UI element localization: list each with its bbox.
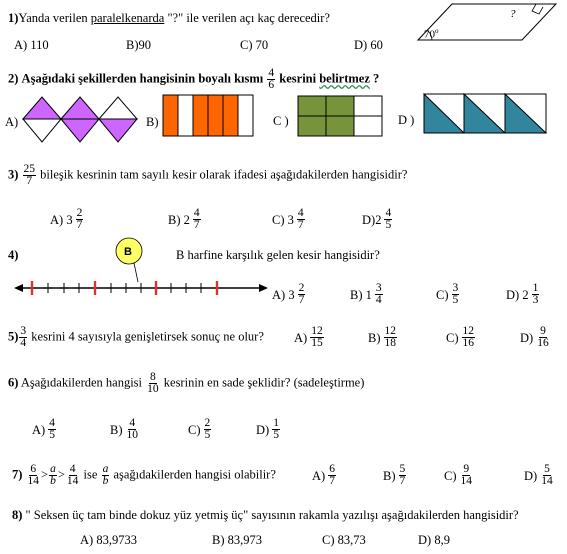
q2-option-a-figure[interactable]: [22, 96, 140, 144]
question-5-number: 5): [8, 329, 19, 344]
question-5-stem: 5) $\frac{3}{4}$ kesrini 4 sayısıyla genişletirsek sonuç ne olur?: [8, 325, 264, 349]
q2-option-c-label[interactable]: C ): [273, 114, 289, 128]
q2-option-d-figure[interactable]: [423, 93, 548, 135]
q7-option-c[interactable]: C) $\frac{9}{14}$: [444, 463, 472, 487]
question-8-stem: 8) " Seksen üç tam binde dokuz yüz yetmiş üç" sayısının rakamla yazılışı aşağıdakilerden hangisidir?: [12, 508, 519, 522]
q2-option-b-figure[interactable]: [162, 94, 254, 138]
q1-option-c[interactable]: C) 70: [240, 38, 269, 52]
q6-option-b[interactable]: B) $\frac{4}{10}$: [110, 417, 138, 441]
q2-option-d-label[interactable]: D ): [398, 113, 415, 127]
q6-option-a[interactable]: A) $\frac{4}{5}$: [32, 417, 55, 441]
q2-option-b-label[interactable]: B): [146, 115, 159, 129]
q3-option-b[interactable]: B) 2 $\frac{4}{7}$: [168, 207, 200, 231]
q7-option-a[interactable]: A) $\frac{6}{7}$: [312, 463, 335, 487]
q7-option-d[interactable]: D) $\frac{5}{14}$: [524, 463, 553, 487]
q5-option-a[interactable]: A) $\frac{12}{15}$: [294, 325, 323, 349]
q3-option-a[interactable]: A) 3 $\frac{2}{7}$: [50, 207, 83, 231]
q8-option-c[interactable]: C) 83,73: [322, 533, 366, 547]
q1-option-b[interactable]: B)90: [126, 38, 151, 52]
q3-fraction: $\frac{25}{7}$: [23, 163, 36, 187]
question-6-stem: 6) Aşağıdakilerden hangisi $\frac{8}{10}$ kesrinin en sade şeklidir? (sadeleştirme): [8, 371, 365, 395]
q8-option-d[interactable]: D) 8,9: [418, 533, 450, 547]
question-1-number: 1): [8, 11, 19, 25]
q6-fraction: $\frac{8}{10}$: [147, 371, 159, 395]
q4-callout-letter: B: [124, 246, 132, 258]
q2-option-a-label[interactable]: A): [5, 115, 19, 129]
question-1-stem: 1)Yanda verilen paralelkenarda "?" ile verilen açı kaç derecedir?: [8, 11, 330, 25]
q6-option-d[interactable]: D) $\frac{1}{5}$: [256, 417, 279, 441]
question-2-stem: 2) Aşağıdaki şekillerden hangisinin boyalı kısmı $\frac{4}{6}$ kesrini belirtmez ?: [8, 67, 380, 91]
q5-option-c[interactable]: C) $\frac{12}{16}$: [446, 325, 474, 349]
q4-option-c[interactable]: C) $\frac{3}{5}$: [436, 282, 459, 306]
question-7-stem: 7) $\frac{6}{14}$ > $\frac{a}{b}$ > $\frac{4}{14}$ ise $\frac{a}{b}$ aşağıdakilerden hangisi olabilir?: [12, 463, 276, 487]
q8-option-a[interactable]: A) 83,9733: [80, 533, 137, 547]
q1-option-d[interactable]: D) 60: [354, 38, 383, 52]
question-4-stem: B harfine karşılık gelen kesir hangisidir?: [176, 248, 380, 262]
parallelogram-angle-label: 70$^o$: [424, 27, 439, 41]
q4-option-a[interactable]: A) 3 $\frac{2}{7}$: [272, 282, 305, 306]
q4-callout-bubble: [114, 237, 146, 283]
q4-option-d[interactable]: D) 2 $\frac{1}{3}$: [506, 282, 539, 306]
q5-fraction: $\frac{3}{4}$: [20, 325, 27, 349]
question-7-number: 7): [12, 467, 23, 482]
q4-option-b[interactable]: B) 1 $\frac{3}{4}$: [350, 282, 382, 306]
q6-option-c[interactable]: C) $\frac{2}{5}$: [188, 417, 211, 441]
q7-option-b[interactable]: B) $\frac{5}{7}$: [383, 463, 406, 487]
q1-option-a[interactable]: A) 110: [14, 38, 49, 52]
q3-option-c[interactable]: C) 3 $\frac{4}{7}$: [272, 207, 304, 231]
question-8-number: 8): [12, 508, 23, 522]
question-6-number: 6): [8, 375, 19, 390]
q8-option-b[interactable]: B) 83,973: [212, 533, 262, 547]
question-2-number: 2): [8, 71, 19, 86]
q4-number-line: [14, 280, 270, 298]
q2-option-c-figure[interactable]: [297, 95, 385, 139]
question-3-stem: 3) $\frac{25}{7}$ bileşik kesrinin tam sayılı kesir olarak ifadesi aşağıdakilerden hangisidir?: [8, 163, 408, 187]
question-4-number: 4): [8, 248, 19, 262]
q5-option-d[interactable]: D) $\frac{9}{16}$: [520, 325, 549, 349]
q2-fraction: $\frac{4}{6}$: [268, 67, 275, 91]
parallelogram-unknown-label: ?: [510, 8, 516, 20]
q5-option-b[interactable]: B) $\frac{12}{18}$: [368, 325, 396, 349]
question-3-number: 3): [8, 167, 19, 182]
q3-option-d[interactable]: D)2 $\frac{4}{5}$: [362, 207, 392, 231]
